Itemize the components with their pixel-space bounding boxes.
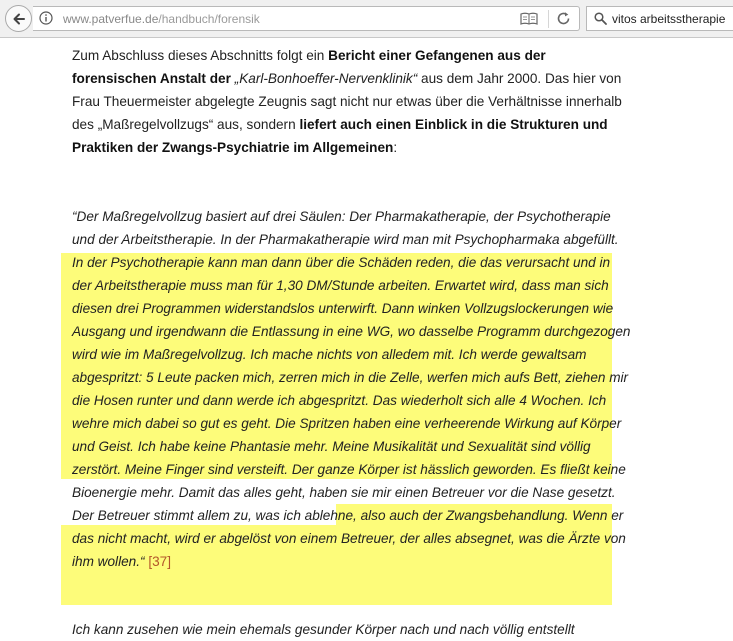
next-paragraph-text: Ich kann zusehen wie mein ehemals gesunder Körper nach und nach völlig entstellt xyxy=(72,622,575,637)
reader-view-icon[interactable] xyxy=(520,12,538,26)
arrow-left-icon xyxy=(11,11,27,27)
intro-bold-1: Bericht einer Gefangenen aus der forensischen Anstalt der xyxy=(72,48,546,86)
page-content xyxy=(0,38,733,637)
quote-paragraph xyxy=(72,205,632,573)
next-paragraph xyxy=(72,618,632,641)
search-icon xyxy=(594,12,607,25)
intro-clinic-name: „Karl-Bonhoeffer-Nervenklinik“ xyxy=(234,71,418,86)
intro-bold-2: liefert auch einen Einblick in die Strukturen und Praktiken der Zwangs-Psychiatrie im Allgemeinen xyxy=(72,117,608,155)
quote-text: “Der Maßregelvollzug basiert auf drei Säulen: Der Pharmakatherapie, der Psychotherapie und der Arbeitstherapie. In der Pharmakatherapie wird man mit Psychopharmaka abgefüllt. In der Psychotherapie kann man dann über die Schäden reden, die das verursacht und in der Arbeitstherapie muss man für 1,30 DM/Stunde arbeiten. Erwartet wird, dass man sich diesen drei Programmen widerstandslos unterwirft. Dann winken Vollzugslockerungen wie Ausgang und irgendwann die Entlassung in eine WG, wo dasselbe Programm durchgezogen wird wie im Maßregelvollzug. Ich mache nichts von alledem mit. Ich werde gewaltsam abgespritzt: 5 Leute packen mich, zerren mich in die Zelle, werfen mich aufs Bett, ziehen mir die Hosen runter und dann werde ich abgespritzt. Das wiederholt sich alle 4 Wochen. Ich wehre mich dabei so gut es geht. Die Spritzen haben eine verheerende Wirkung auf Körper und Geist. Ich habe keine Phantasie mehr. Meine Musikalität und Sexualität sind völlig zerstört. Meine Finger sind versteift. Der ganze Körper ist hässlich geworden. Es fließt keine Bioenergie mehr. Damit das alles geht, haben sie mir einen Betreuer vor die Nase gesetzt. Der Betreuer stimmt allem zu, was ich ablehne, also auch der Zwangsbehandlung. Wenn er das nicht macht, wird er abgelöst von einem Betreuer, der alles absegnet, was die Ärzte von ihm wollen.“ xyxy=(72,209,631,569)
search-bar[interactable] xyxy=(586,6,733,31)
url-bar-divider xyxy=(548,10,549,28)
intro-text-1: Zum Abschluss dieses Abschnitts folgt ein xyxy=(72,48,329,63)
reload-icon[interactable] xyxy=(556,11,571,26)
url-text[interactable] xyxy=(63,12,260,26)
footnote-link[interactable]: [37] xyxy=(148,554,171,569)
url-path: /handbuch/forensik xyxy=(158,12,260,26)
back-button[interactable] xyxy=(5,5,32,32)
url-domain: www.patverfue.de xyxy=(63,12,159,26)
intro-paragraph xyxy=(72,44,632,159)
browser-toolbar xyxy=(0,0,733,38)
intro-text-3: : xyxy=(393,140,398,155)
search-input[interactable]: vitos arbeitsstherapie xyxy=(612,12,726,26)
intro-text-2: aus dem Jahr 2000. Das hier von Frau Theuermeister abgelegte Zeugnis sagt nicht nur etwas über die Verhältnisse innerhalb des „Maßregelvollzugs“ aus, sondern xyxy=(72,71,622,132)
url-bar[interactable] xyxy=(33,6,580,31)
info-icon[interactable] xyxy=(39,11,53,25)
